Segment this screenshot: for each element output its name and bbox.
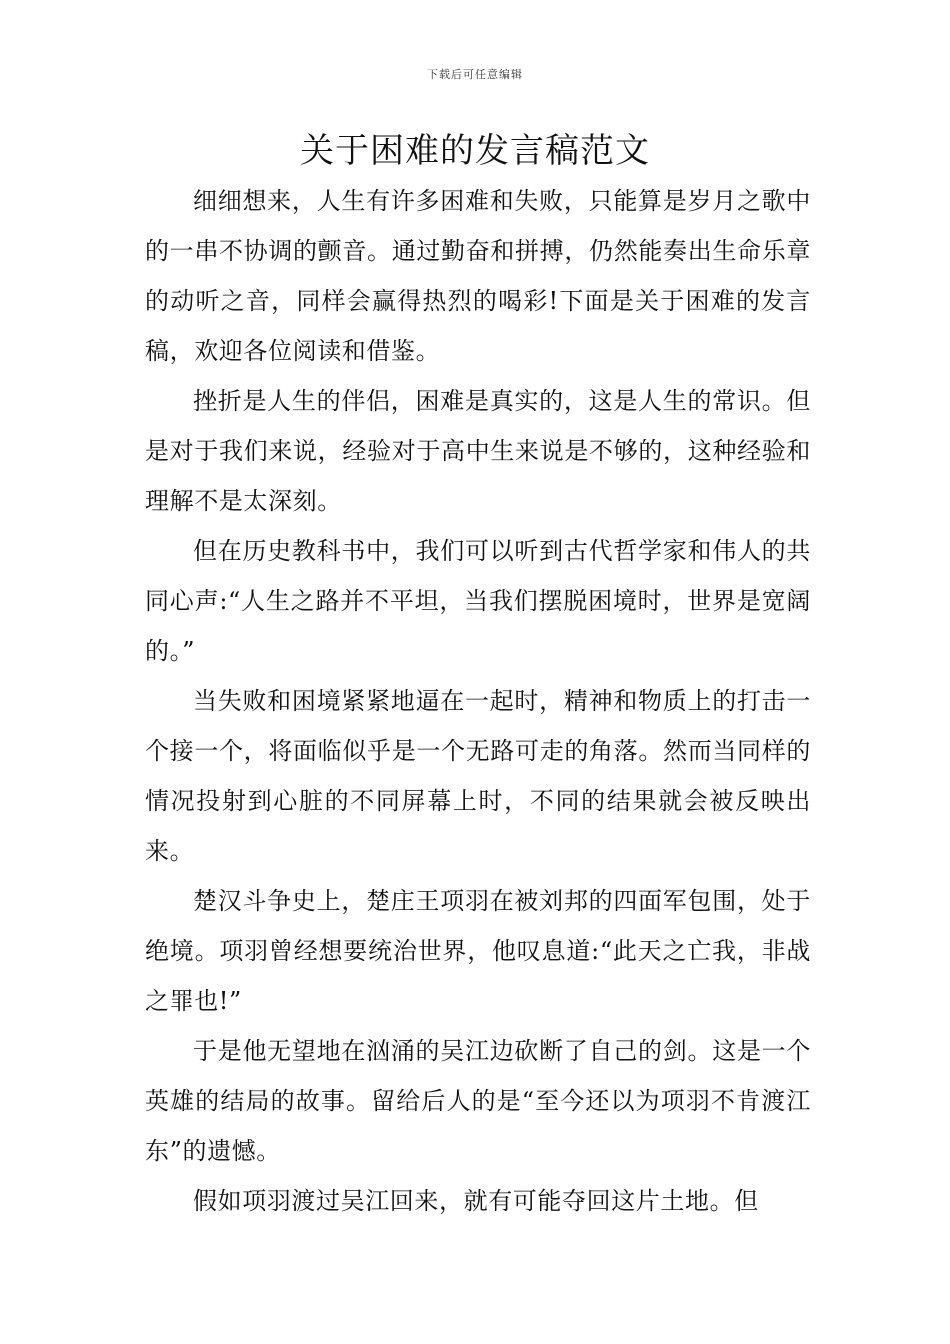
paragraph-6: 于是他无望地在汹涌的吴江边砍断了自己的剑。这是一个英雄的结局的故事。留给后人的是“至今还以为项羽不肯渡江东”的遗憾。 bbox=[145, 1037, 811, 1165]
paragraph-1: 细细想来，人生有许多困难和失败，只能算是岁月之歌中的一串不协调的颤音。通过勤奋和拼搏，仍然能奏出生命乐章的动听之音，同样会赢得热烈的喝彩!下面是关于困难的发言稿，欢迎各位阅读和借鉴。 bbox=[145, 187, 811, 365]
paragraph-5: 楚汉斗争史上，楚庄王项羽在被刘邦的四面军包围，处于绝境。项羽曾经想要统治世界，他叹息道:“此天之亡我，非战之罪也!” bbox=[145, 887, 811, 1015]
paragraph-2: 挫折是人生的伴侣，困难是真实的，这是人生的常识。但是对于我们来说，经验对于高中生来说是不够的，这种经验和理解不是太深刻。 bbox=[145, 387, 811, 515]
page-title: 关于困难的发言稿范文 bbox=[300, 131, 650, 171]
paragraph-3: 但在历史教科书中，我们可以听到古代哲学家和伟人的共同心声:“人生之路并不平坦，当我们摆脱困境时，世界是宽阔的。” bbox=[145, 537, 811, 665]
paragraph-4: 当失败和困境紧紧地逼在一起时，精神和物质上的打击一个接一个，将面临似乎是一个无路可走的角落。然而当同样的情况投射到心脏的不同屏幕上时，不同的结果就会被反映出来。 bbox=[145, 687, 811, 865]
paragraph-7: 假如项羽渡过吴江回来，就有可能夺回这片土地。但 bbox=[193, 1187, 759, 1215]
header-note: 下载后可任意编辑 bbox=[427, 68, 523, 81]
document-body bbox=[145, 176, 811, 1226]
